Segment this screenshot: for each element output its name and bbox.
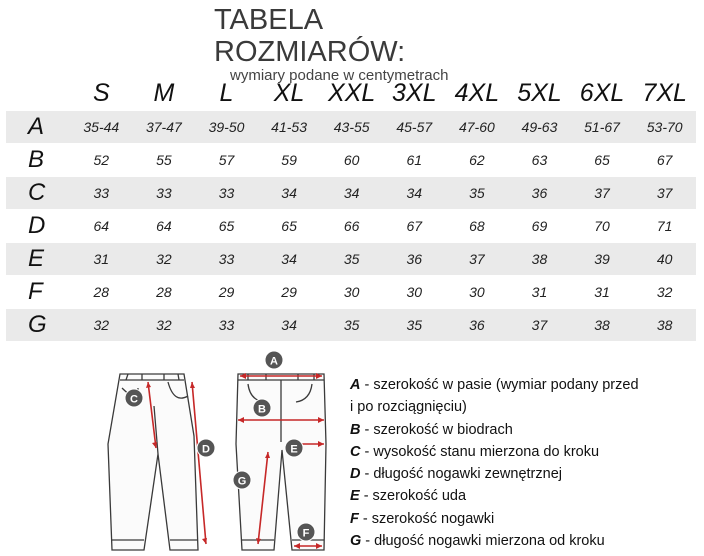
- legend-key: F: [350, 510, 359, 527]
- table-cell: 38: [633, 309, 696, 342]
- table-row: [6, 243, 696, 276]
- table-cell: 31: [508, 276, 571, 309]
- table-cell: 29: [195, 276, 258, 309]
- marker-c: [125, 389, 143, 407]
- pants-diagram: [98, 344, 328, 556]
- table-cell: 34: [383, 177, 446, 210]
- table-cell: 32: [633, 276, 696, 309]
- table-cell: 35: [320, 309, 383, 342]
- legend-text: - szerokość uda: [359, 488, 467, 505]
- table-cell: 37: [446, 243, 509, 276]
- table-cell: 33: [195, 177, 258, 210]
- marker-label: F: [302, 527, 310, 540]
- table-cell: 53-70: [633, 111, 696, 144]
- table-cell: 39: [571, 243, 634, 276]
- size-header: 6XL: [579, 78, 625, 107]
- table-cell: 37: [571, 177, 634, 210]
- table-cell: 35-44: [70, 111, 133, 144]
- table-cell: 37: [633, 177, 696, 210]
- table-cell: 38: [571, 309, 634, 342]
- legend-text: - szerokość nogawki: [358, 510, 495, 527]
- table-cell: 59: [258, 144, 321, 177]
- legend-text: - wysokość stanu mierzona do kroku: [360, 443, 600, 460]
- size-header: M: [153, 78, 175, 107]
- table-cell: 64: [133, 210, 196, 243]
- size-header: 7XL: [642, 78, 687, 107]
- legend-row-d: [350, 463, 700, 485]
- table-cell: 33: [133, 177, 196, 210]
- table-cell: 28: [70, 276, 133, 309]
- page-subtitle: wymiary podane w centymetrach: [230, 67, 449, 84]
- row-label: B: [6, 144, 70, 177]
- legend-key: E: [350, 488, 360, 505]
- table-cell: 34: [258, 309, 321, 342]
- table-cell: 37-47: [133, 111, 196, 144]
- table-cell: 39-50: [195, 111, 258, 144]
- table-cell: 30: [320, 276, 383, 309]
- legend-row-g: [350, 530, 700, 552]
- marker-label: B: [258, 403, 266, 416]
- table-cell: 40: [633, 243, 696, 276]
- marker-label: G: [237, 475, 247, 488]
- table-cell: 52: [70, 144, 133, 177]
- legend-row-f: [350, 508, 700, 530]
- marker-a: [265, 351, 283, 369]
- table-cell: 31: [571, 276, 634, 309]
- row-label: F: [6, 276, 70, 309]
- size-header: 5XL: [517, 78, 562, 107]
- table-cell: 60: [320, 144, 383, 177]
- table-cell: 28: [133, 276, 196, 309]
- table-cell: 35: [320, 243, 383, 276]
- marker-d: [197, 439, 215, 457]
- size-table: [6, 76, 696, 341]
- marker-label: A: [270, 355, 278, 368]
- marker-label: E: [290, 443, 298, 456]
- legend-key: A: [350, 377, 361, 393]
- table-cell: 31: [70, 243, 133, 276]
- legend-row-a: [350, 374, 700, 396]
- marker-label: D: [202, 443, 210, 456]
- table-cell: 47-60: [446, 111, 509, 144]
- marker-e: [285, 439, 303, 457]
- table-cell: 65: [195, 210, 258, 243]
- table-cell: 62: [446, 144, 509, 177]
- table-cell: 35: [446, 177, 509, 210]
- table-cell: 29: [258, 276, 321, 309]
- legend-row-c: [350, 441, 700, 463]
- table-cell: 67: [383, 210, 446, 243]
- row-label: E: [6, 243, 70, 276]
- table-cell: 69: [508, 210, 571, 243]
- marker-g: [233, 471, 251, 489]
- table-cell: 70: [571, 210, 634, 243]
- size-header: 3XL: [392, 78, 437, 107]
- legend-row-a-cont: [350, 396, 700, 418]
- table-cell: 38: [508, 243, 571, 276]
- table-cell: 61: [383, 144, 446, 177]
- corner-cell: [6, 76, 70, 111]
- size-header: XXL: [328, 78, 376, 107]
- size-header: XL: [273, 78, 305, 107]
- table-cell: 34: [258, 177, 321, 210]
- table-cell: 41-53: [258, 111, 321, 144]
- row-label: G: [6, 309, 70, 342]
- legend-text: - długość nogawki zewnętrznej: [360, 466, 562, 483]
- table-cell: 32: [70, 309, 133, 342]
- pants-front-view: [236, 374, 326, 550]
- table-row: [6, 309, 696, 342]
- table-cell: 30: [383, 276, 446, 309]
- table-cell: 65: [258, 210, 321, 243]
- measurement-legend: [350, 374, 700, 552]
- legend-text: i po rozciągnięciu): [350, 399, 467, 416]
- marker-label: C: [130, 393, 138, 406]
- size-header: 4XL: [454, 78, 500, 107]
- legend-key: D: [350, 466, 361, 483]
- table-row: [6, 276, 696, 309]
- page-title: TABELA ROZMIARÓW:: [214, 4, 406, 68]
- table-cell: 34: [320, 177, 383, 210]
- table-cell: 68: [446, 210, 509, 243]
- table-cell: 71: [633, 210, 696, 243]
- legend-key: B: [350, 421, 361, 438]
- table-cell: 43-55: [320, 111, 383, 144]
- table-cell: 63: [508, 144, 571, 177]
- table-cell: 32: [133, 309, 196, 342]
- table-cell: 32: [133, 243, 196, 276]
- table-row: [6, 144, 696, 177]
- legend-row-e: [350, 485, 700, 507]
- table-cell: 66: [320, 210, 383, 243]
- size-header: L: [219, 78, 234, 107]
- table-row: [6, 111, 696, 144]
- legend-text: - szerokość w pasie (wymiar podany przed: [360, 377, 639, 393]
- table-cell: 55: [133, 144, 196, 177]
- size-header: S: [92, 78, 110, 107]
- table-cell: 37: [508, 309, 571, 342]
- table-cell: 33: [195, 309, 258, 342]
- row-label: C: [6, 177, 70, 210]
- table-cell: 67: [633, 144, 696, 177]
- legend-key: G: [350, 533, 362, 550]
- table-cell: 33: [195, 243, 258, 276]
- size-header-row: [6, 76, 696, 111]
- table-cell: 36: [383, 243, 446, 276]
- marker-f: [297, 523, 315, 541]
- legend-row-b: [350, 419, 700, 441]
- table-row: [6, 210, 696, 243]
- table-row: [6, 177, 696, 210]
- table-cell: 65: [571, 144, 634, 177]
- legend-text: - długość nogawki mierzona od kroku: [361, 533, 605, 550]
- legend-text: - szerokość w biodrach: [360, 421, 513, 438]
- table-cell: 45-57: [383, 111, 446, 144]
- row-label: A: [6, 111, 70, 144]
- table-cell: 30: [446, 276, 509, 309]
- table-cell: 36: [508, 177, 571, 210]
- table-cell: 51-67: [571, 111, 634, 144]
- table-cell: 36: [446, 309, 509, 342]
- marker-b: [253, 399, 271, 417]
- table-cell: 49-63: [508, 111, 571, 144]
- table-cell: 64: [70, 210, 133, 243]
- table-cell: 33: [70, 177, 133, 210]
- table-cell: 35: [383, 309, 446, 342]
- table-cell: 57: [195, 144, 258, 177]
- table-cell: 34: [258, 243, 321, 276]
- legend-key: C: [350, 443, 361, 460]
- pants-side-view: [108, 374, 198, 550]
- title-block: [214, 4, 514, 84]
- row-label: D: [6, 210, 70, 243]
